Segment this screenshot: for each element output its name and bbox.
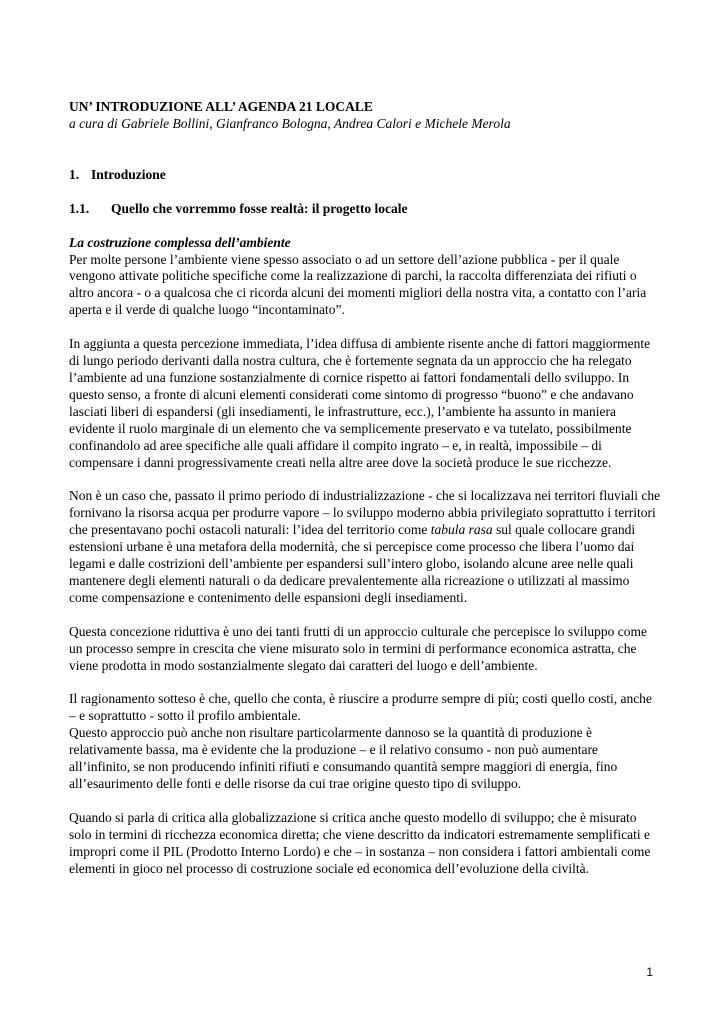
paragraph-3-text-after: sul quale collocare grandi estensioni urbane è una metafora della modernità, che si percepisce come processo che libera l’uomo dai legami e dalle costrizioni dell’ambiente per espandersi sull’intero globo, isolando alcune aree nelle quali mantenere degli elementi naturali o da dedicare prevalentemente alla ricreazione o utilizzati al massimo come compensazione e contenimento delle espansioni degli insediamenti. <box>69 522 636 605</box>
document-title: UN’ INTRODUZIONE ALL’ AGENDA 21 LOCALE <box>69 99 373 114</box>
subheading-costruzione-ambiente: La costruzione complessa dell’ambiente <box>69 234 291 250</box>
subsection-number: 1.1. <box>69 200 90 216</box>
subsection-title: Quello che vorremmo fosse realtà: il progetto locale <box>111 200 408 216</box>
document-authors: a cura di Gabriele Bollini, Gianfranco Bologna, Andrea Calori e Michele Merola <box>69 115 511 131</box>
paragraph-4: Questa concezione riduttiva è uno dei tanti frutti di un approccio culturale che percepisce lo sviluppo come un processo sempre in crescita che viene misurato solo in termini di performance economica astratta, che viene prodotta in modo sostanzialmente slegato dai caratteri del luogo e dell’ambiente. <box>69 623 648 673</box>
document-page <box>69 99 661 878</box>
paragraph-3-text-before: Non è un caso che, passato il primo periodo di industrializzazione - che si localizzava nei territori fluviali che fornivano la risorsa acqua per produrre vapore – lo sviluppo moderno abbia privilegiato soprattutto i territori che presentavano pochi ostacoli naturali: l’idea del territorio come <box>69 488 661 538</box>
subsection-heading-progetto-locale <box>69 201 661 218</box>
section-heading-introduzione <box>69 167 661 184</box>
paragraph-7: Quando si parla di critica alla globalizzazione si critica anche questo modello di sviluppo; che è misurato solo in termini di ricchezza economica diretta; che viene descritto da indicatori estremamente semplificati e impropri come il PIL (Prodotto Interno Lordo) e che – in sostanza – non considera i fattori ambientali come elementi in gioco nel processo di costruzione sociale ed economica dell’evoluzione della civiltà. <box>69 809 651 876</box>
paragraph-2: In aggiunta a questa percezione immediata, l’idea diffusa di ambiente risente anche di fattori maggiormente di lungo periodo derivanti dalla nostra cultura, che è fortemente segnata da un approccio che ha relegato l’ambiente ad una funzione sostanzialmente di cornice rispetto ai fattori fondamentali dello sviluppo. In questo senso, a fronte di alcuni elementi considerati come sintomo di progresso “buono” e che andavano lasciati liberi di espandersi (gli insediamenti, le infrastrutture, ecc.), l’ambiente ha assunto in maniera evidente il ruolo marginale di un elemento che va semplicemente preservato e va tutelato, possibilmente confinandolo ad aree specifiche alle quali affidare il compito ingrato – e, in realtà, impossibile – di compensare i danni progressivamente creati nella altre aree dove la società produce le sue ricchezze. <box>69 336 651 470</box>
page-number: 1 <box>646 965 653 979</box>
paragraph-1: Per molte persone l’ambiente viene spesso associato o ad un settore dell’azione pubblica - per il quale vengono attivate politiche specifiche come la realizzazione di parchi, la raccolta differenziata dei rifiuti o altro ancora - o a qualcosa che ci ricorda alcuni dei momenti migliori della nostra vita, a contatto con l’aria aperta e il verde di qualche luogo “incontaminato”. <box>69 251 647 318</box>
paragraph-5: Il ragionamento sotteso è che, quello che conta, è riuscire a produrre sempre di più; costi quello costi, anche – e soprattutto - sotto il profilo ambientale. <box>69 691 652 724</box>
section-number: 1. <box>69 166 80 182</box>
paragraph-3-italic-term: tabula rasa <box>430 522 493 538</box>
paragraph-3 <box>69 488 661 606</box>
section-title: Introduzione <box>91 166 166 182</box>
paragraph-6: Questo approccio può anche non risultare particolarmente dannoso se la quantità di produzione è relativamente bassa, ma è evidente che la produzione – e il relativo consumo - non può aumentare all’infinito, se non producendo infiniti rifiuti e consumando quantità sempre maggiori di energia, fino all’esaurimento delle fonti e delle risorse da cui trae origine questo tipo di sviluppo. <box>69 725 618 791</box>
